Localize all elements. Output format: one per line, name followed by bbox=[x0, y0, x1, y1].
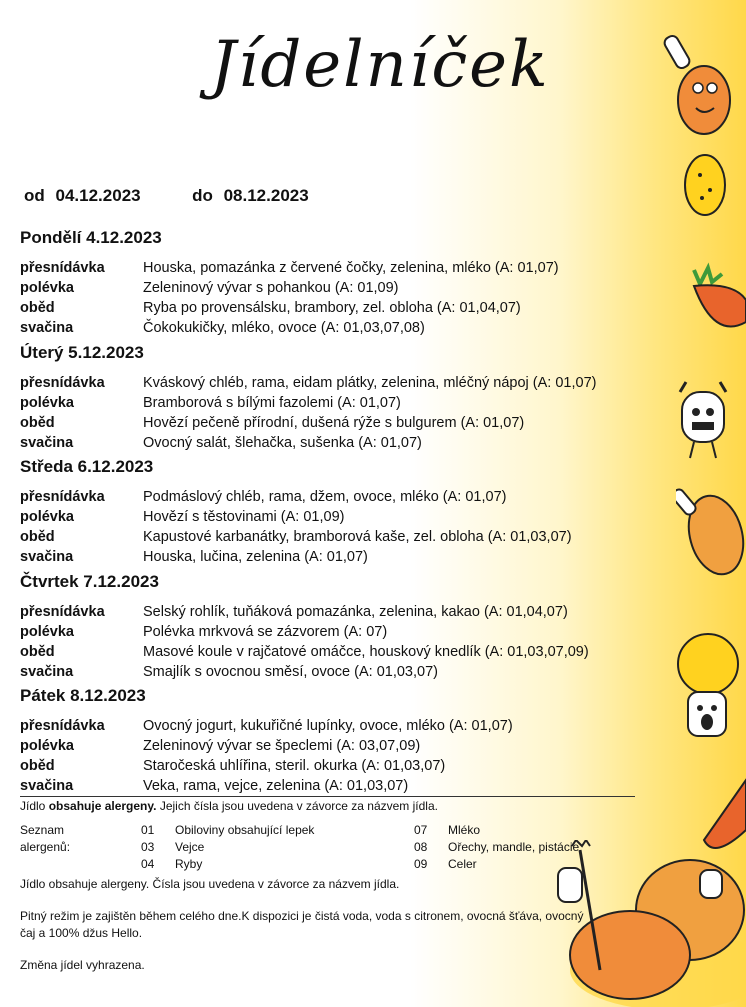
meal-text: Selský rohlík, tuňáková pomazánka, zelenina, kakao (A: 01,04,07) bbox=[143, 604, 568, 620]
period-to-date: 08.12.2023 bbox=[223, 186, 309, 205]
allergen-code: 09 bbox=[414, 857, 428, 871]
drumstick-icon bbox=[676, 480, 746, 590]
changes-note: Změna jídel vyhrazena. bbox=[20, 958, 145, 972]
meal-label: přesnídávka bbox=[20, 718, 105, 734]
day-title: Čtvrtek 7.12.2023 bbox=[20, 572, 159, 591]
day-wednesday bbox=[20, 457, 660, 567]
meal-text: Podmáslový chléb, rama, džem, ovoce, mléko (A: 01,07) bbox=[143, 489, 507, 505]
meal-label: polévka bbox=[20, 395, 74, 411]
cow-character-icon bbox=[674, 380, 734, 460]
allergen-code: 04 bbox=[141, 857, 155, 871]
meal-text: Houska, lučina, zelenina (A: 01,07) bbox=[143, 549, 368, 565]
meal-text: Polévka mrkvová se zázvorem (A: 07) bbox=[143, 624, 388, 640]
meal-row bbox=[20, 393, 660, 413]
meal-label: přesnídávka bbox=[20, 375, 105, 391]
meal-text: Hovězí s těstovinami (A: 01,09) bbox=[143, 509, 345, 525]
period-from-label: od bbox=[24, 186, 45, 205]
page-title bbox=[200, 20, 560, 110]
allergen-note-pre: Jídlo bbox=[20, 799, 49, 813]
allergen-item bbox=[141, 839, 204, 856]
meal-row bbox=[20, 487, 660, 507]
day-title: Pondělí 4.12.2023 bbox=[20, 228, 162, 247]
meal-row bbox=[20, 507, 660, 527]
meal-label: přesnídávka bbox=[20, 260, 105, 276]
day-monday bbox=[20, 228, 660, 338]
carrot-icon bbox=[664, 260, 746, 340]
period-from-date: 04.12.2023 bbox=[55, 186, 141, 205]
title-text: Jídelníček bbox=[210, 28, 550, 102]
allergen-name: Vejce bbox=[175, 840, 205, 854]
day-tuesday bbox=[20, 343, 660, 453]
meal-row bbox=[20, 318, 660, 338]
allergen-code: 01 bbox=[141, 823, 155, 837]
meal-label: polévka bbox=[20, 624, 74, 640]
meal-row bbox=[20, 547, 660, 567]
meal-label: polévka bbox=[20, 509, 74, 525]
meal-row bbox=[20, 527, 660, 547]
meal-text: Zeleninový vývar se špeclemi (A: 03,07,09) bbox=[143, 738, 421, 754]
meal-row bbox=[20, 642, 660, 662]
allergen-name: Ryby bbox=[175, 857, 203, 871]
meal-text: Ovocný jogurt, kukuřičné lupínky, ovoce, mléko (A: 01,07) bbox=[143, 718, 513, 734]
meal-row bbox=[20, 776, 660, 796]
meal-text: Bramborová s bílými fazolemi (A: 01,07) bbox=[143, 395, 401, 411]
allergen-note-bold: obsahuje alergeny. bbox=[48, 799, 157, 813]
divider bbox=[20, 796, 635, 797]
meal-row bbox=[20, 662, 660, 682]
meal-text: Smajlík s ovocnou směsí, ovoce (A: 01,03,07) bbox=[143, 664, 438, 680]
allergen-list-label: Seznam alergenů: bbox=[20, 823, 71, 854]
meal-label: přesnídávka bbox=[20, 489, 105, 505]
chicken-leg-character-icon bbox=[660, 30, 740, 140]
allergen-code: 03 bbox=[141, 840, 155, 854]
meal-label: svačina bbox=[20, 664, 74, 680]
meal-label: oběd bbox=[20, 758, 55, 774]
meal-label: svačina bbox=[20, 549, 74, 565]
meal-row bbox=[20, 258, 660, 278]
meal-label: oběd bbox=[20, 644, 55, 660]
day-title: Pátek 8.12.2023 bbox=[20, 686, 146, 705]
meal-text: Zeleninový vývar s pohankou (A: 01,09) bbox=[143, 280, 399, 296]
allergen-name: Celer bbox=[448, 857, 477, 871]
drinking-line-2: čaj a 100% džus Hello. bbox=[20, 926, 143, 940]
allergen-code: 07 bbox=[414, 823, 428, 837]
meal-text: Hovězí pečeně přírodní, dušená rýže s bulgurem (A: 01,07) bbox=[143, 415, 525, 431]
meal-text: Ovocný salát, šlehačka, sušenka (A: 01,07) bbox=[143, 435, 422, 451]
menu-period bbox=[24, 186, 315, 206]
meal-row bbox=[20, 373, 660, 393]
day-friday bbox=[20, 686, 660, 796]
meal-label: polévka bbox=[20, 738, 74, 754]
lemon-character-icon bbox=[672, 630, 742, 750]
meal-row bbox=[20, 756, 660, 776]
allergen-item bbox=[141, 856, 202, 873]
meal-text: Čokokukičky, mléko, ovoce (A: 01,03,07,08) bbox=[143, 320, 425, 336]
allergen-code: 08 bbox=[414, 840, 428, 854]
meal-row bbox=[20, 622, 660, 642]
meal-row bbox=[20, 716, 660, 736]
allergen-name: Obiloviny obsahující lepek bbox=[175, 823, 315, 837]
potato-icon bbox=[680, 150, 730, 220]
meal-row bbox=[20, 433, 660, 453]
meal-row bbox=[20, 278, 660, 298]
allergen-item bbox=[141, 822, 314, 839]
allergen-note bbox=[20, 798, 438, 815]
meal-text: Kapustové karbanátky, bramborová kaše, zel. obloha (A: 01,03,07) bbox=[143, 529, 572, 545]
meal-row bbox=[20, 298, 660, 318]
meal-row bbox=[20, 602, 660, 622]
meal-label: polévka bbox=[20, 280, 74, 296]
period-to-label: do bbox=[192, 186, 213, 205]
meal-label: oběd bbox=[20, 415, 55, 431]
allergen-name: Mléko bbox=[448, 823, 481, 837]
meal-text: Masové koule v rajčatové omáčce, houskový knedlík (A: 01,03,07,09) bbox=[143, 644, 589, 660]
meal-text: Veka, rama, vejce, zelenina (A: 01,03,07) bbox=[143, 778, 409, 794]
drinking-regime bbox=[20, 908, 583, 942]
meal-text: Houska, pomazánka z červené čočky, zelenina, mléko (A: 01,07) bbox=[143, 260, 559, 276]
meal-row bbox=[20, 736, 660, 756]
meal-row bbox=[20, 413, 660, 433]
meal-label: oběd bbox=[20, 529, 55, 545]
day-thursday bbox=[20, 572, 660, 682]
allergen-item bbox=[414, 856, 477, 873]
day-title: Úterý 5.12.2023 bbox=[20, 343, 144, 362]
meal-text: Kváskový chléb, rama, eidam plátky, zelenina, mléčný nápoj (A: 01,07) bbox=[143, 375, 597, 391]
meal-label: oběd bbox=[20, 300, 55, 316]
meal-label: svačina bbox=[20, 778, 74, 794]
allergen-name: Ořechy, mandle, pistácie bbox=[448, 840, 580, 854]
meal-label: přesnídávka bbox=[20, 604, 105, 620]
meal-text: Ryba po provensálsku, brambory, zel. obloha (A: 01,04,07) bbox=[143, 300, 521, 316]
allergen-note-repeat: Jídlo obsahuje alergeny. Čísla jsou uvedena v závorce za názvem jídla. bbox=[20, 877, 400, 891]
drinking-line-1: Pitný režim je zajištěn během celého dne.K dispozici je čistá voda, voda s citronem, ovocná šťáva, ovocný bbox=[20, 909, 584, 923]
roast-chicken-illustration-icon bbox=[520, 840, 746, 1007]
allergen-item bbox=[414, 822, 480, 839]
meal-label: svačina bbox=[20, 435, 74, 451]
meal-label: svačina bbox=[20, 320, 74, 336]
meal-text: Staročeská uhlířina, steril. okurka (A: 01,03,07) bbox=[143, 758, 446, 774]
day-title: Středa 6.12.2023 bbox=[20, 457, 154, 476]
allergen-note-post: Jejich čísla jsou uvedena v závorce za názvem jídla. bbox=[156, 799, 438, 813]
